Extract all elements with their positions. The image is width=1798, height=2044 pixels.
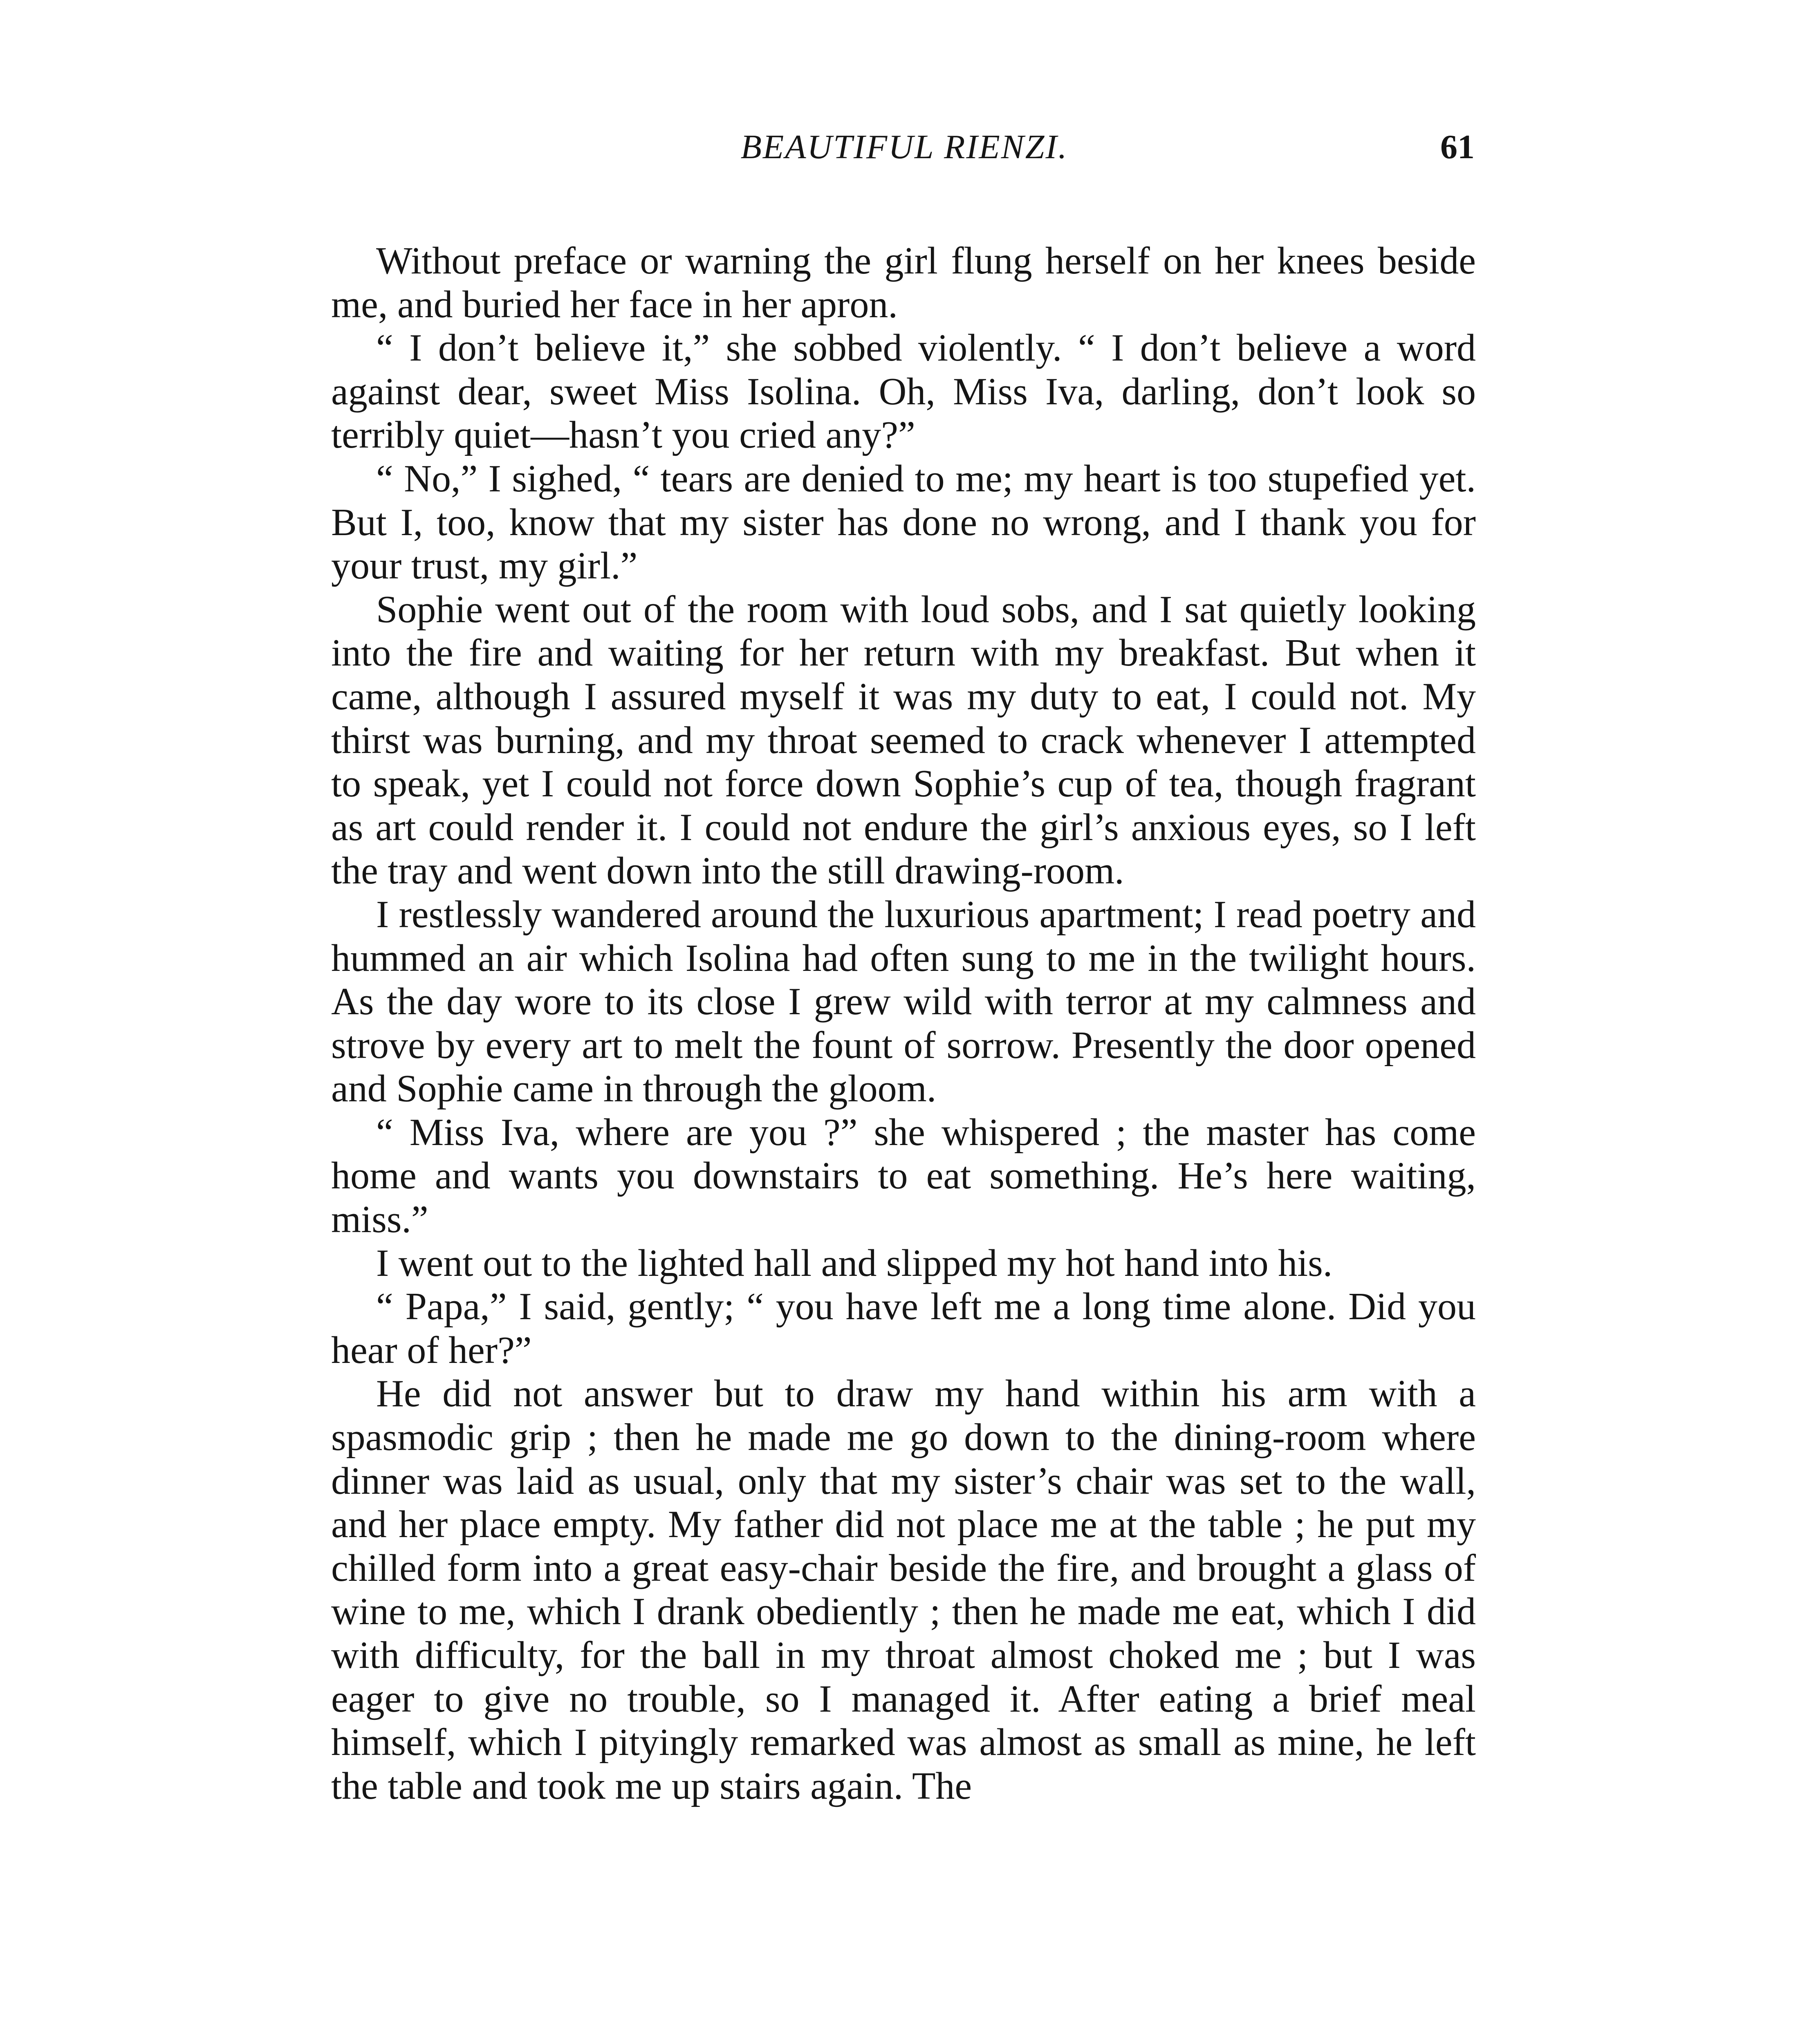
body-text (331, 239, 1476, 1808)
paragraph: He did not answer but to draw my hand within his arm with a spasmodic grip ; then he made me go down to the dining-room where dinner was laid as usual, only that my sister’s chair was set to the wall, and her place empty. My father did not place me at the table ; he put my chilled form into a great easy-chair beside the fire, and brought a glass of wine to me, which I drank obediently ; then he made me eat, which I did with difficulty, for the ball in my throat almost choked me ; but I was eager to give no trouble, so I managed it. After eating a brief meal himself, which I pityingly remarked was almost as small as mine, he left the table and took me up stairs again. The (331, 1372, 1476, 1807)
paragraph: “ No,” I sighed, “ tears are denied to me; my heart is too stupefied yet. But I, too, know that my sister has done no wrong, and I thank you for your trust, my girl.” (331, 457, 1476, 587)
paragraph: “ I don’t believe it,” she sobbed violently. “ I don’t believe a word against dear, sweet Miss Isolina. Oh, Miss Iva, darling, don’t look so terribly quiet—hasn’t you cried any?” (331, 327, 1476, 457)
paragraph: “ Miss Iva, where are you ?” she whispered ; the master has come home and wants you downstairs to eat something. He’s here waiting, miss.” (331, 1111, 1476, 1241)
running-head (334, 123, 1475, 172)
page-number: 61 (1440, 128, 1475, 166)
paragraph: I went out to the lighted hall and slipped my hot hand into his. (376, 1242, 1333, 1284)
paragraph: I restlessly wandered around the luxurious apartment; I read poetry and hummed an air which Isolina had often sung to me in the twilight hours. As the day wore to its close I grew wild with terror at my calmness and strove by every art to melt the fount of sorrow. Presently the door opened and Sophie came in through the gloom. (331, 893, 1476, 1110)
paragraph: “ Papa,” I said, gently; “ you have left me a long time alone. Did you hear of her?” (331, 1285, 1476, 1372)
paragraph: Without preface or warning the girl flung herself on her knees beside me, and buried her face in her apron. (331, 240, 1476, 326)
running-title: BEAUTIFUL RIENZI. (740, 128, 1068, 166)
paragraph: Sophie went out of the room with loud sobs, and I sat quietly looking into the fire and waiting for her return with my breakfast. But when it came, although I assured myself it was my duty to eat, I could not. My thirst was burning, and my throat seemed to crack whenever I attempted to speak, yet I could not force down Sophie’s cup of tea, though fragrant as art could render it. I could not endure the girl’s anxious eyes, so I left the tray and went down into the still drawing-room. (331, 588, 1476, 892)
